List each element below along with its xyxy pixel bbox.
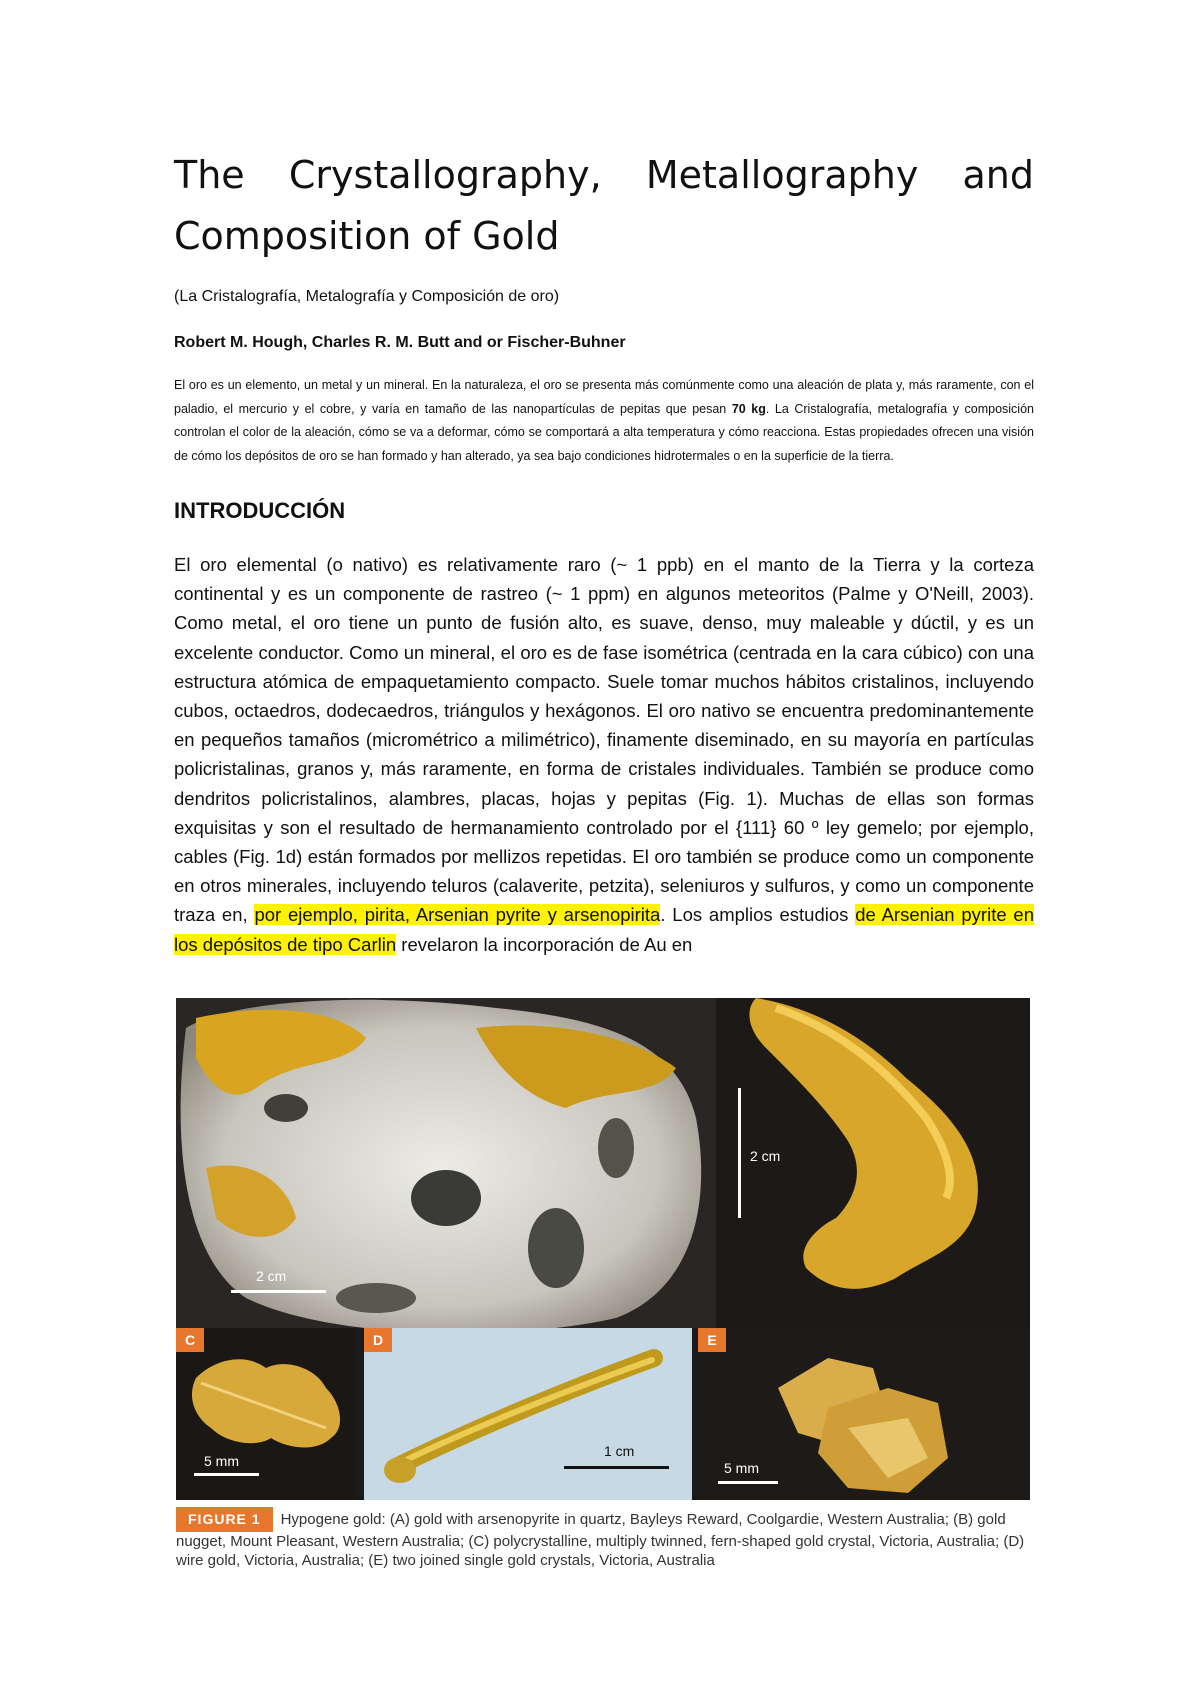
abstract-bold: 70 kg bbox=[731, 401, 766, 416]
panel-a-quartz-gold bbox=[176, 998, 716, 1328]
abstract bbox=[174, 374, 1034, 468]
panel-label-e: E bbox=[698, 1328, 726, 1352]
body-part-1: El oro elemental (o nativo) es relativamente raro (~ 1 ppb) en el manto de la Tierra y la corteza continental y es un componente de rastreo (~ 1 ppm) en algunos meteoritos (Palme y O'Neill, 2003). Como metal, el oro tiene un punto de fusión alto, es suave, denso, muy maleable y dúctil, y es un excelente conductor. Como un mineral, el oro es de fase isométrica (centrada en la cara cúbico) con una estructura atómica de empaquetamiento compacto. Suele tomar muchos hábitos cristalinos, incluyendo cubos, octaedros, dodecaedros, triángulos y hexágonos. El oro nativo se encuentra predominantemente en pequeños tamaños (micrométrico a milimétrico), finamente diseminado, en su mayoría en partículas policristalinas, granos y, más raramente, en forma de cristales individuales. También se produce como dendritos policristalinos, alambres, placas, hojas y pepitas (Fig. 1). Muchas de ellas son formas exquisitas y son el resultado de hermanamiento controlado por el {111} 60 º ley gemelo; por ejemplo, cables (Fig. 1d) están formados por mellizos repetidas. El oro también se produce como un componente en otros minerales, incluyendo teluros (calaverite, petzita), seleniuros y sulfuros, y como un componente traza en, bbox=[174, 554, 1034, 926]
scale-bar-a bbox=[231, 1290, 326, 1293]
panel-e-joined-crystals bbox=[698, 1328, 1030, 1500]
scale-label-b: 2 cm bbox=[750, 1148, 781, 1164]
highlight-2: de Arsenian pyrite en los depósitos de tipo Carlin bbox=[174, 904, 1035, 955]
scale-label-e: 5 mm bbox=[724, 1460, 759, 1476]
scale-label-a: 2 cm bbox=[256, 1268, 287, 1284]
scale-label-d: 1 cm bbox=[604, 1443, 635, 1459]
scale-bar-d bbox=[564, 1466, 669, 1469]
scale-bar-e bbox=[718, 1481, 778, 1484]
highlight-1: por ejemplo, pirita, Arsenian pyrite y arsenopirita bbox=[254, 904, 661, 926]
body-part-3: revelaron la incorporación de Au en bbox=[396, 933, 693, 955]
section-heading: INTRODUCCIÓN bbox=[174, 498, 346, 523]
panel-label-c: C bbox=[176, 1328, 204, 1352]
scale-bar-c bbox=[194, 1473, 259, 1476]
panel-b-gold-nugget bbox=[716, 998, 1030, 1328]
panel-label-d: D bbox=[364, 1328, 392, 1352]
wire-gold-image bbox=[364, 1328, 692, 1500]
subtitle: (La Cristalografía, Metalografía y Composición de oro) bbox=[174, 288, 560, 305]
panel-c-fern-crystal bbox=[176, 1328, 356, 1500]
title-line-1: The Crystallography, Metallography and bbox=[174, 153, 1034, 197]
scale-bar-b bbox=[738, 1088, 741, 1218]
caption-text: Hypogene gold: (A) gold with arsenopyrite in quartz, Bayleys Reward, Coolgardie, Western Australia; (B) gold nugget, Mount Pleasant, Western Australia; (C) polycrystalline, multiply twinned, fern-shaped gold crystal, Victoria, Australia; (D) wire gold, Victoria, Australia; (E) two joined single gold crystals, Victoria, Australia bbox=[176, 1511, 1025, 1569]
figure-1 bbox=[176, 998, 1030, 1500]
scale-label-c: 5 mm bbox=[204, 1453, 239, 1469]
authors: Robert M. Hough, Charles R. M. Butt and or Fischer-Buhner bbox=[174, 334, 626, 351]
abstract-part-1: El oro es un elemento, un metal y un mineral. En la naturaleza, el oro se presenta más comúnmente como una aleación de plata y, más raramente, con el paladio, el mercurio y el cobre, y varía en tamaño de las nanopartículas de pepitas que pesan bbox=[174, 378, 1034, 416]
figure-tag: FIGURE 1 bbox=[176, 1507, 273, 1532]
body-part-2: . Los amplios estudios bbox=[660, 904, 856, 926]
panel-d-wire-gold bbox=[364, 1328, 692, 1500]
abstract-part-2: . La Cristalografía, metalografía y composición controlan el color de la aleación, cómo se va a deformar, cómo se comportará a alta temperatura y cómo reacciona. Estas propiedades ofrecen una visión de cómo los depósitos de oro se han formado y han alterado, ya sea bajo condiciones hidrotermales o en la superficie de la tierra. bbox=[174, 401, 1034, 463]
title-line-2: Composition of Gold bbox=[174, 214, 560, 258]
paper-title bbox=[174, 145, 1034, 267]
body-paragraph bbox=[174, 550, 1034, 959]
figure-caption bbox=[176, 1507, 1036, 1570]
